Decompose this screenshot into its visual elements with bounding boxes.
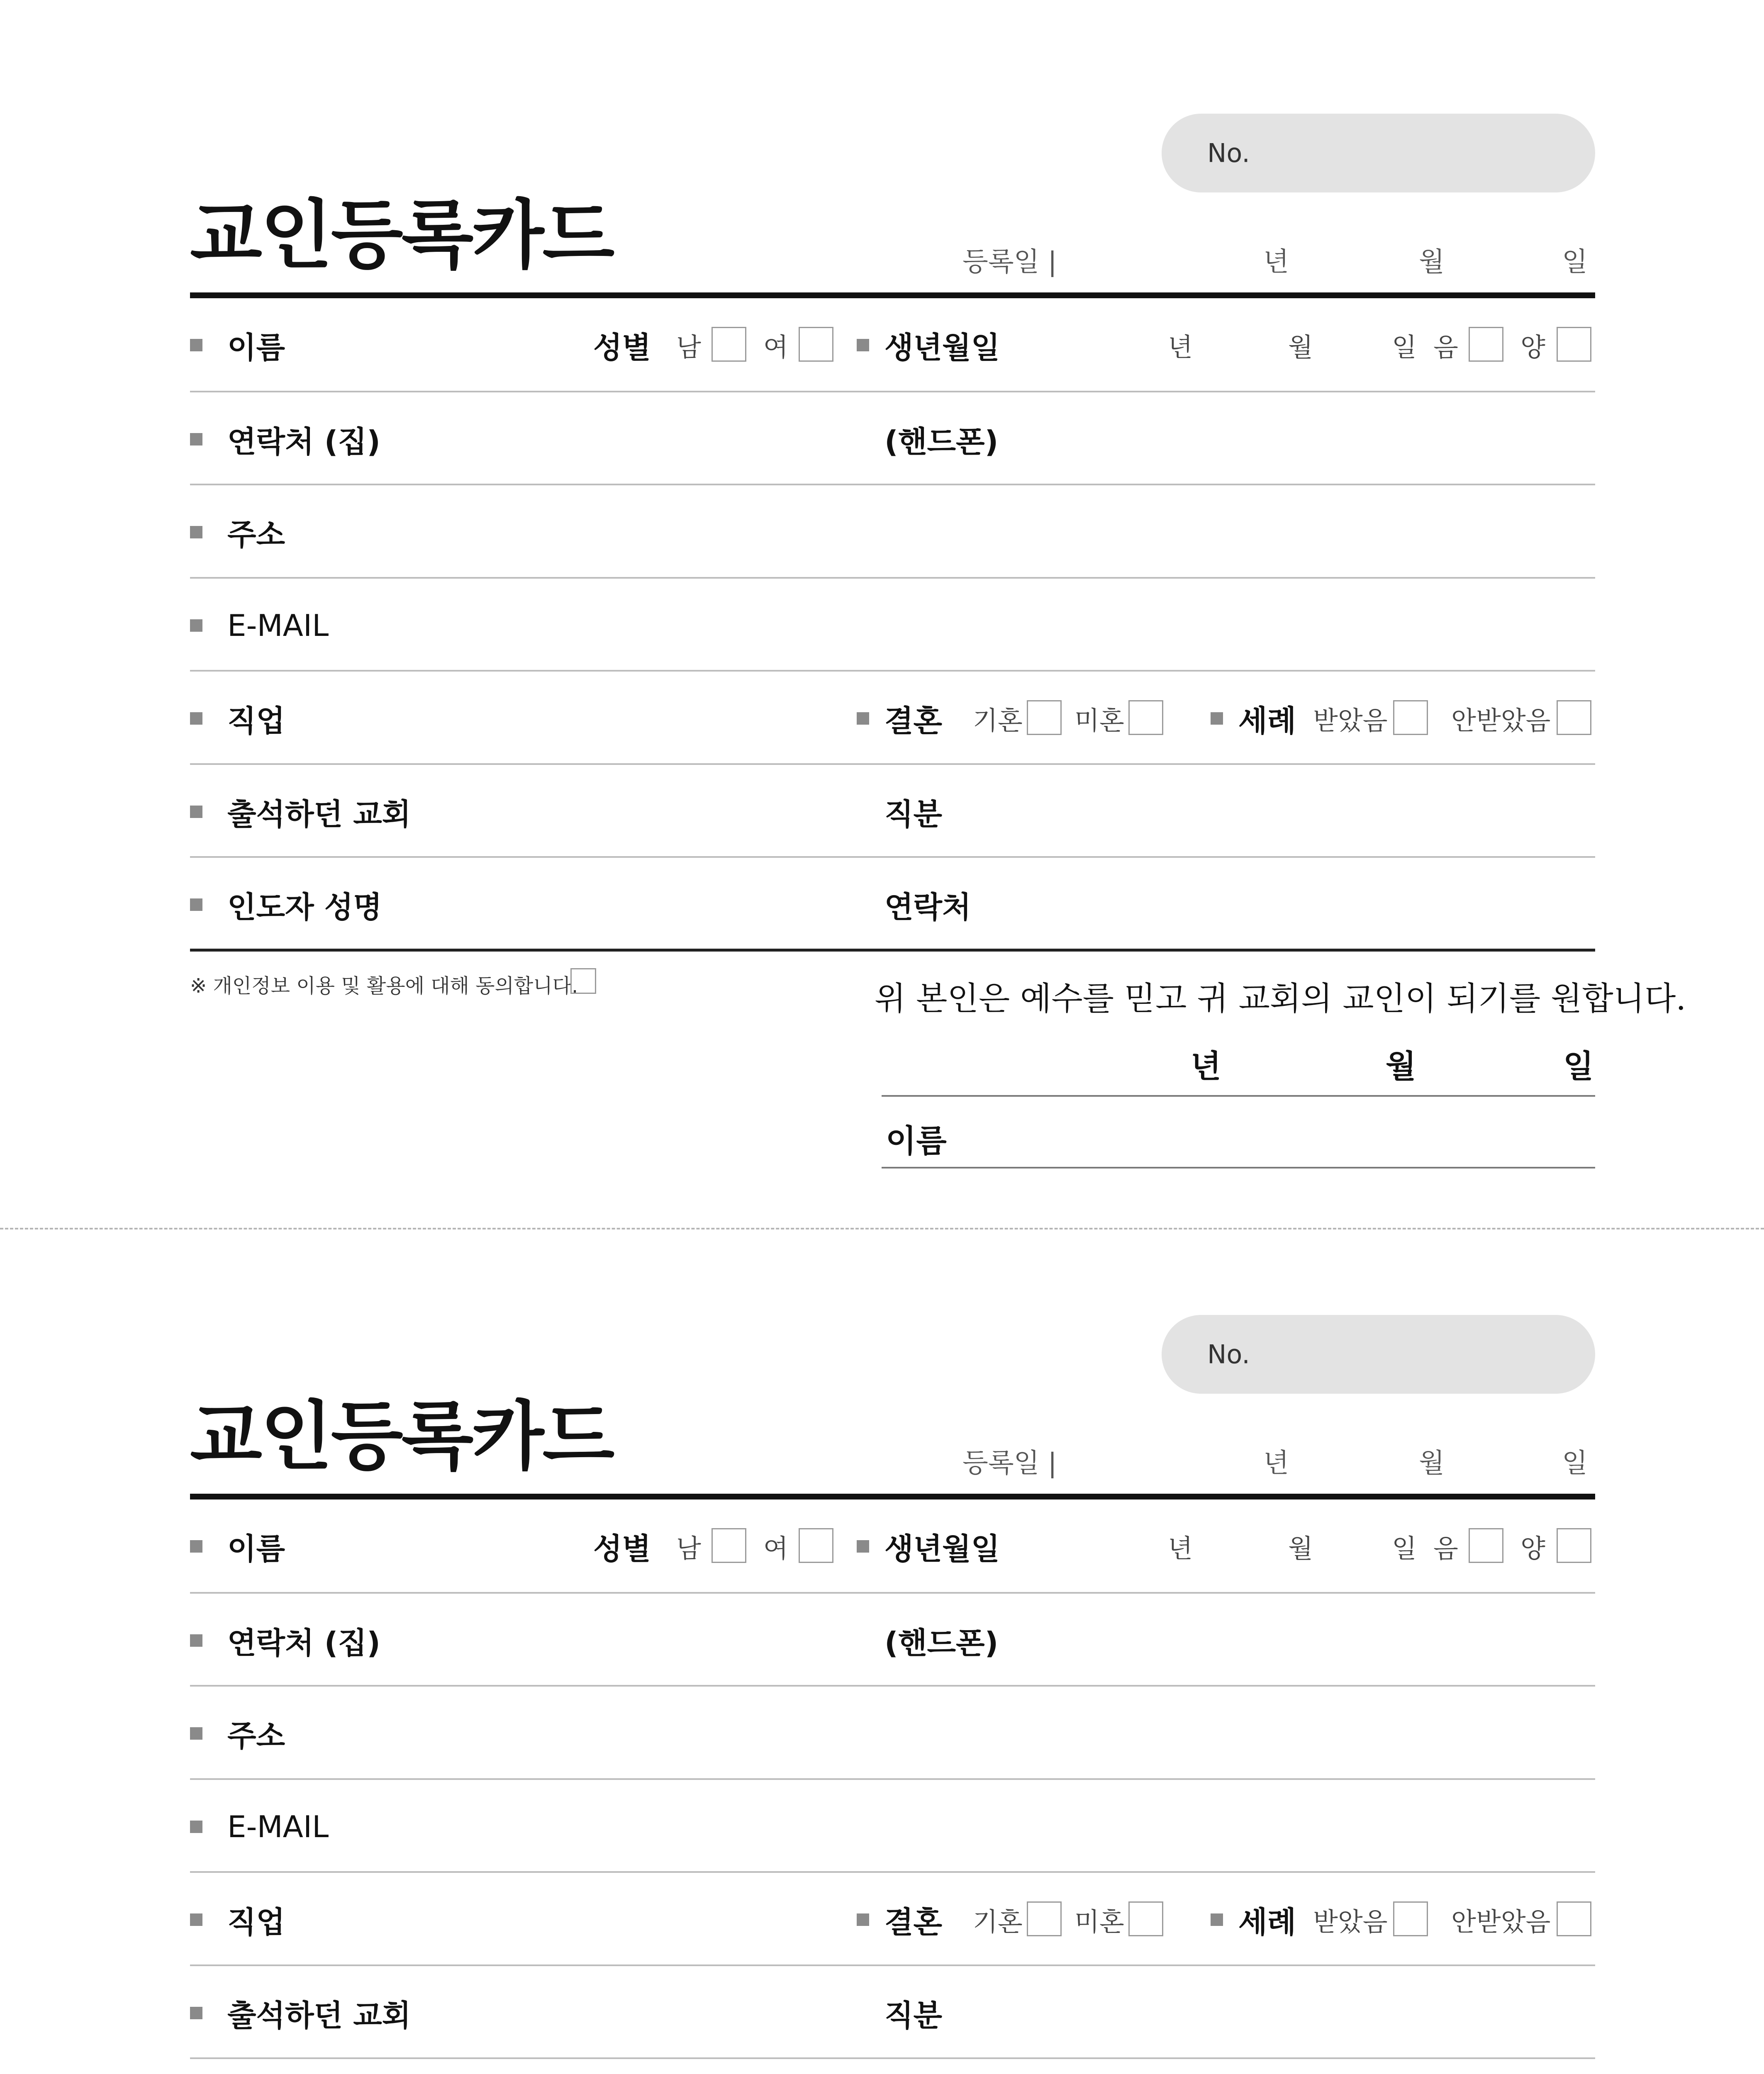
header-rule — [190, 292, 1595, 298]
baptized-checkbox[interactable] — [1393, 1901, 1428, 1936]
row-guide — [0, 858, 1764, 951]
lunar-label: 음 — [1433, 1533, 1458, 1563]
header-rule — [190, 1494, 1595, 1500]
row-address — [0, 1687, 1764, 1780]
female-label: 여 — [763, 1533, 788, 1563]
married-label: 기혼 — [973, 705, 1023, 735]
baptized-label: 받았음 — [1313, 705, 1388, 735]
registration-year-label: 년 — [1263, 1448, 1289, 1479]
address-label: 주소 — [227, 517, 285, 552]
address-label: 주소 — [227, 1718, 285, 1753]
home-phone-label: 연락처 (집) — [227, 424, 381, 459]
single-label: 미혼 — [1074, 705, 1124, 735]
married-label: 기혼 — [973, 1906, 1023, 1937]
number-label: No. — [1207, 138, 1250, 168]
birth-day-label: 일 — [1392, 1533, 1417, 1563]
signature-bottom-rule — [882, 1167, 1595, 1168]
pledge-month-label: 월 — [1386, 1048, 1416, 1085]
solar-label: 양 — [1520, 332, 1545, 362]
lunar-checkbox[interactable] — [1469, 1528, 1503, 1563]
job-label: 직업 — [227, 1904, 285, 1940]
registration-card — [0, 1201, 1764, 2074]
number-label: No. — [1207, 1339, 1250, 1370]
male-label: 남 — [676, 1533, 701, 1563]
bullet-icon — [190, 2007, 202, 2019]
birth-day-label: 일 — [1392, 332, 1417, 362]
bullet-icon — [190, 1727, 202, 1740]
not-baptized-checkbox[interactable] — [1557, 1901, 1591, 1936]
row-phone — [0, 392, 1764, 486]
registration-month-label: 월 — [1419, 247, 1445, 278]
previous-church-label: 출석하던 교회 — [227, 796, 411, 832]
bullet-icon — [857, 1540, 869, 1553]
bullet-icon — [190, 339, 202, 351]
home-phone-label: 연락처 (집) — [227, 1625, 381, 1660]
mobile-label: (핸드폰) — [884, 424, 999, 459]
not-baptized-label: 안받았음 — [1451, 705, 1551, 735]
bullet-icon — [857, 1913, 869, 1926]
lunar-label: 음 — [1433, 332, 1458, 362]
bullet-icon — [857, 339, 869, 351]
female-checkbox[interactable] — [799, 327, 833, 362]
name-label: 이름 — [227, 330, 285, 365]
card-bottom — [0, 1201, 1764, 2074]
marriage-label: 결혼 — [884, 703, 943, 738]
male-label: 남 — [676, 332, 701, 362]
bullet-icon — [190, 433, 202, 445]
bullet-icon — [190, 1913, 202, 1926]
solar-label: 양 — [1520, 1533, 1545, 1563]
consent-checkbox[interactable] — [570, 968, 596, 994]
not-baptized-checkbox[interactable] — [1557, 700, 1591, 735]
consent-text: ※ 개인정보 이용 및 활용에 대해 동의합니다. — [190, 974, 578, 998]
registration-day-label: 일 — [1562, 247, 1588, 278]
registration-date-label: 등록일 | — [962, 1448, 1057, 1479]
birth-month-label: 월 — [1288, 332, 1313, 362]
previous-church-label: 출석하던 교회 — [227, 1998, 411, 2033]
bullet-icon — [190, 1634, 202, 1647]
row-phone — [0, 1594, 1764, 1687]
single-checkbox[interactable] — [1128, 1901, 1163, 1936]
mobile-label: (핸드폰) — [884, 1625, 999, 1660]
signature-top-rule — [882, 1095, 1595, 1097]
number-field[interactable] — [1162, 1315, 1595, 1394]
bullet-icon — [857, 712, 869, 725]
male-checkbox[interactable] — [711, 1528, 746, 1563]
row-church — [0, 1966, 1764, 2059]
row-job — [0, 672, 1764, 765]
birth-label: 생년월일 — [884, 330, 1000, 365]
baptism-label: 세례 — [1238, 703, 1296, 738]
row-email — [0, 579, 1764, 672]
table-bottom-rule — [190, 949, 1595, 952]
row-guide — [0, 2059, 1764, 2074]
row-job — [0, 1873, 1764, 1966]
female-checkbox[interactable] — [799, 1528, 833, 1563]
solar-checkbox[interactable] — [1557, 1528, 1591, 1563]
row-email — [0, 1780, 1764, 1873]
marriage-label: 결혼 — [884, 1904, 943, 1940]
bullet-icon — [190, 898, 202, 911]
single-label: 미혼 — [1074, 1906, 1124, 1937]
guide-name-label: 인도자 성명 — [227, 889, 382, 925]
birth-month-label: 월 — [1288, 1533, 1313, 1563]
guide-contact-label: 연락처 — [884, 889, 971, 925]
row-church — [0, 765, 1764, 858]
registration-month-label: 월 — [1419, 1448, 1445, 1479]
bullet-icon — [1211, 1913, 1223, 1926]
number-field[interactable] — [1162, 114, 1595, 192]
pledge-day-label: 일 — [1563, 1048, 1594, 1085]
bullet-icon — [190, 712, 202, 725]
bullet-icon — [190, 1821, 202, 1833]
row-name — [0, 298, 1764, 392]
single-checkbox[interactable] — [1128, 700, 1163, 735]
baptized-label: 받았음 — [1313, 1906, 1388, 1937]
not-baptized-label: 안받았음 — [1451, 1906, 1551, 1937]
card-title: 교인등록카드 — [190, 192, 613, 279]
pledge-text: 위 본인은 예수를 믿고 귀 교회의 교인이 되기를 원합니다. — [875, 980, 1686, 1018]
name-label: 이름 — [227, 1531, 285, 1566]
position-label: 직분 — [884, 1998, 943, 2033]
gender-label: 성별 — [593, 1531, 651, 1566]
pledge-year-label: 년 — [1191, 1048, 1221, 1085]
solar-checkbox[interactable] — [1557, 327, 1591, 362]
registration-year-label: 년 — [1263, 247, 1289, 278]
bullet-icon — [1211, 712, 1223, 725]
registration-date-label: 등록일 | — [962, 247, 1057, 278]
baptism-label: 세례 — [1238, 1904, 1296, 1940]
bullet-icon — [190, 806, 202, 818]
row-address — [0, 485, 1764, 579]
job-label: 직업 — [227, 703, 285, 738]
married-checkbox[interactable] — [1027, 700, 1062, 735]
email-label: E-MAIL — [227, 608, 329, 643]
gender-label: 성별 — [593, 330, 651, 365]
birth-year-label: 년 — [1168, 332, 1193, 362]
baptized-checkbox[interactable] — [1393, 700, 1428, 735]
married-checkbox[interactable] — [1027, 1901, 1062, 1936]
registration-day-label: 일 — [1562, 1448, 1588, 1479]
lunar-checkbox[interactable] — [1469, 327, 1503, 362]
bullet-icon — [190, 1540, 202, 1553]
bullet-icon — [190, 619, 202, 632]
birth-year-label: 년 — [1168, 1533, 1193, 1563]
male-checkbox[interactable] — [711, 327, 746, 362]
bullet-icon — [190, 526, 202, 538]
female-label: 여 — [763, 332, 788, 362]
email-label: E-MAIL — [227, 1809, 329, 1844]
row-name — [0, 1500, 1764, 1593]
signature-name-label: 이름 — [886, 1122, 947, 1159]
position-label: 직분 — [884, 796, 943, 832]
birth-label: 생년월일 — [884, 1531, 1000, 1566]
card-title: 교인등록카드 — [190, 1393, 613, 1480]
